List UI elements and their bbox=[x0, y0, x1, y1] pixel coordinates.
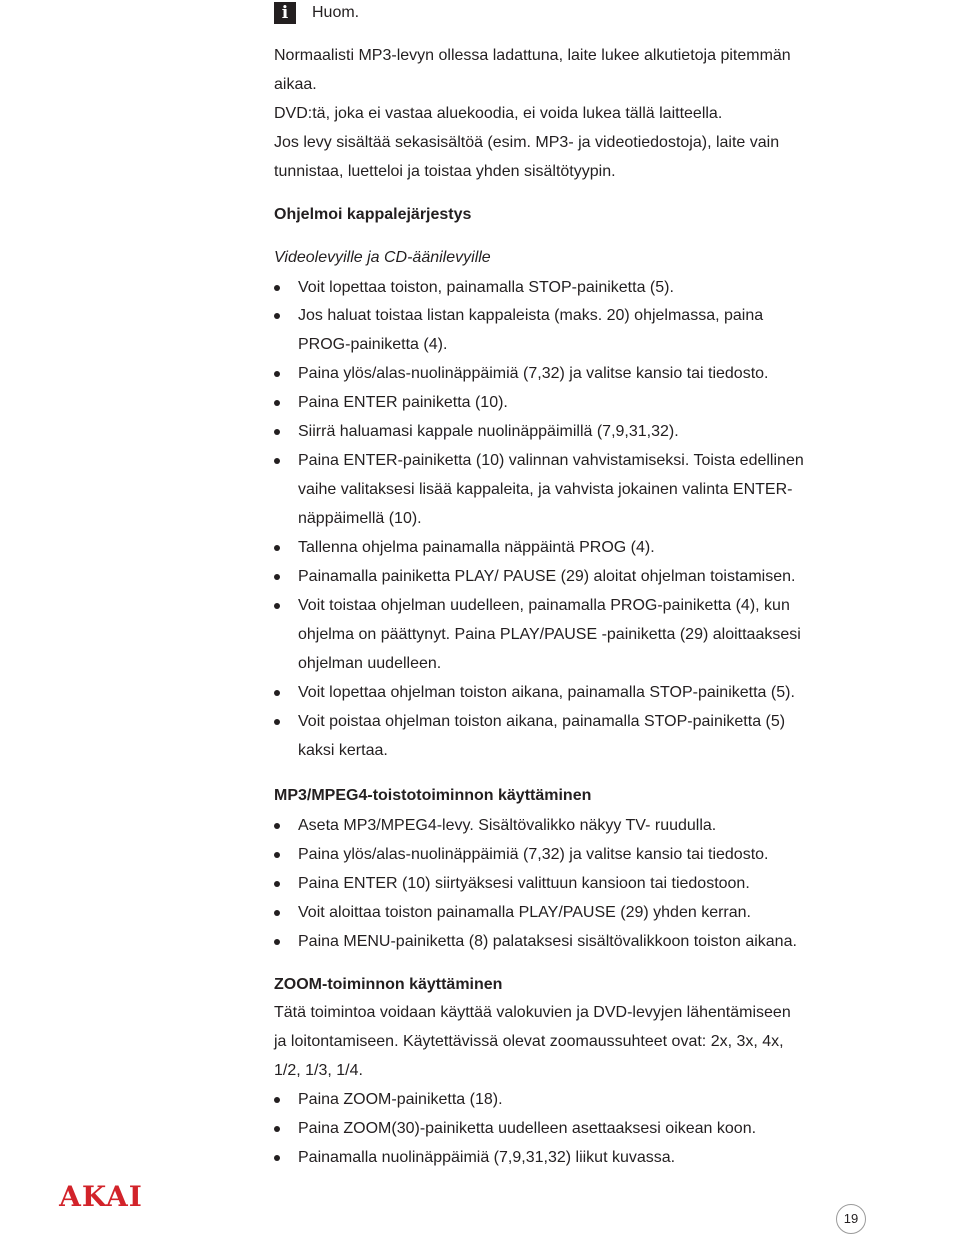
page-number: 19 bbox=[836, 1204, 866, 1234]
program-bullet: Voit lopettaa ohjelman toiston aikana, painamalla STOP-painiketta (5). bbox=[298, 684, 795, 701]
intro-line: tunnistaa, luetteloi ja toistaa yhden sisältötyypin. bbox=[274, 163, 616, 180]
program-bullet-cont: kaksi kertaa. bbox=[298, 742, 388, 759]
zoom-paragraph-line: ja loitontamiseen. Käytettävissä olevat zoomaussuhteet ovat: 2x, 3x, 4x, bbox=[274, 1033, 784, 1050]
mp3-bullet: Paina MENU-painiketta (8) palataksesi sisältövalikkoon toiston aikana. bbox=[298, 933, 797, 950]
program-bullet: Paina ENTER painiketta (10). bbox=[298, 394, 508, 411]
mp3-bullet: Aseta MP3/MPEG4-levy. Sisältövalikko näkyy TV- ruudulla. bbox=[298, 817, 717, 834]
program-bullet: Jos haluat toistaa listan kappaleista (maks. 20) ohjelmassa, paina bbox=[298, 307, 764, 324]
program-bullet: Painamalla painiketta PLAY/ PAUSE (29) aloitat ohjelman toistamisen. bbox=[298, 568, 796, 585]
intro-line: DVD:tä, joka ei vastaa aluekoodia, ei voida lukea tällä laitteella. bbox=[274, 105, 723, 122]
zoom-paragraph-line: Tätä toimintoa voidaan käyttää valokuvien ja DVD-levyjen lähentämiseen bbox=[274, 1004, 791, 1021]
program-bullet: Paina ylös/alas-nuolinäppäimiä (7,32) ja valitse kansio tai tiedosto. bbox=[298, 365, 769, 382]
bullet-dot bbox=[274, 1126, 280, 1132]
bullet-dot bbox=[274, 1155, 280, 1161]
mp3-bullet: Voit aloittaa toiston painamalla PLAY/PAUSE (29) yhden kerran. bbox=[298, 904, 751, 921]
bullet-dot bbox=[274, 1097, 280, 1103]
program-bullet-cont: näppäimellä (10). bbox=[298, 510, 422, 527]
mp3-bullet: Paina ylös/alas-nuolinäppäimiä (7,32) ja valitse kansio tai tiedosto. bbox=[298, 846, 769, 863]
note-label: Huom. bbox=[312, 4, 360, 21]
svg-text:AKAI: AKAI bbox=[59, 1180, 143, 1213]
program-bullet: Paina ENTER-painiketta (10) valinnan vahvistamiseksi. Toista edellinen bbox=[298, 452, 804, 469]
zoom-paragraph-line: 1/2, 1/3, 1/4. bbox=[274, 1062, 363, 1079]
akai-logo bbox=[54, 1178, 148, 1214]
mp3-heading: MP3/MPEG4-toistotoiminnon käyttäminen bbox=[274, 787, 592, 804]
program-bullet: Voit poistaa ohjelman toiston aikana, painamalla STOP-painiketta (5) bbox=[298, 713, 786, 730]
zoom-section bbox=[274, 0, 874, 1180]
zoom-heading: ZOOM-toiminnon käyttäminen bbox=[274, 976, 503, 993]
mp3-bullet: Paina ENTER (10) siirtyäksesi valittuun kansioon tai tiedostoon. bbox=[298, 875, 750, 892]
program-bullet-cont: ohjelma on päättynyt. Paina PLAY/PAUSE -painiketta (29) aloittaaksesi bbox=[298, 626, 801, 643]
program-bullet: Voit toistaa ohjelman uudelleen, painamalla PROG-painiketta (4), kun bbox=[298, 597, 790, 614]
program-bullet: Voit lopettaa toiston, painamalla STOP-painiketta (5). bbox=[298, 279, 674, 296]
program-bullet: Tallenna ohjelma painamalla näppäintä PROG (4). bbox=[298, 539, 655, 556]
info-icon: i bbox=[274, 2, 296, 24]
program-bullet-cont: PROG-painiketta (4). bbox=[298, 336, 448, 353]
program-subheading: Videolevyille ja CD-äänilevyille bbox=[274, 249, 491, 266]
program-bullet-cont: vaihe valitaksesi lisää kappaleita, ja vahvista jokainen valinta ENTER- bbox=[298, 481, 793, 498]
program-bullet: Siirrä haluamasi kappale nuolinäppäimillä (7,9,31,32). bbox=[298, 423, 679, 440]
zoom-bullet: Painamalla nuolinäppäimiä (7,9,31,32) liikut kuvassa. bbox=[298, 1149, 676, 1166]
zoom-bullet: Paina ZOOM-painiketta (18). bbox=[298, 1091, 503, 1108]
intro-line: Normaalisti MP3-levyn ollessa ladattuna, laite lukee alkutietoja pitemmän bbox=[274, 47, 791, 64]
intro-line: aikaa. bbox=[274, 76, 317, 93]
program-heading: Ohjelmoi kappalejärjestys bbox=[274, 206, 472, 223]
program-bullet-cont: ohjelman uudelleen. bbox=[298, 655, 442, 672]
zoom-bullet: Paina ZOOM(30)-painiketta uudelleen asettaaksesi oikean koon. bbox=[298, 1120, 757, 1137]
intro-line: Jos levy sisältää sekasisältöä (esim. MP3- ja videotiedostoja), laite vain bbox=[274, 134, 780, 151]
